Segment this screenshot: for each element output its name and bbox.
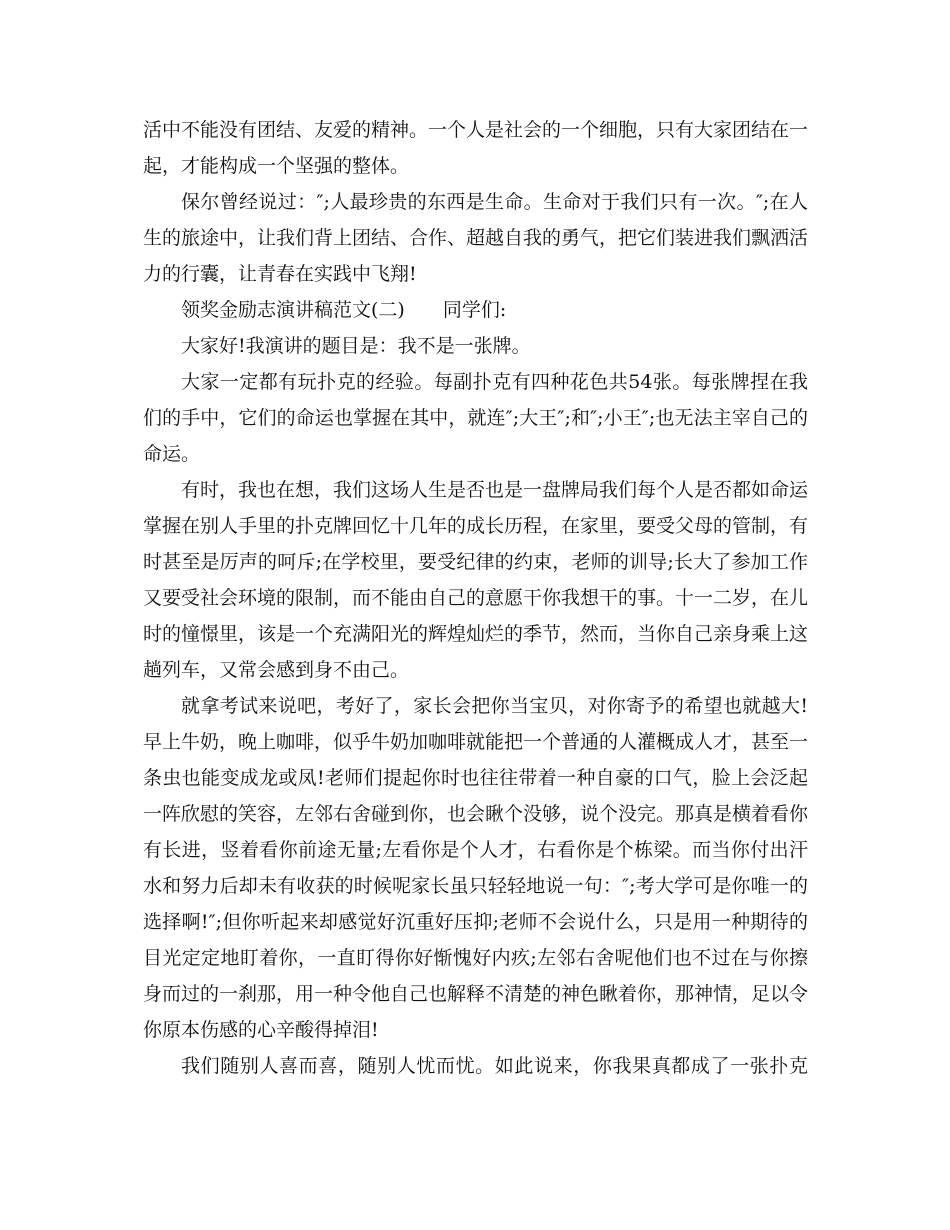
paragraph-2: 保尔曾经说过：″;人最珍贵的东西是生命。生命对于我们只有一次。″;在人生的旅途中，让我们背上团结、合作、超越自我的勇气，把它们装进我们飘洒活力的行囊，让青春在实践中飞翔! (143, 191, 809, 285)
paragraph-1: 活中不能没有团结、友爱的精神。一个人是社会的一个细胞，只有大家团结在一起，才能构成一个坚强的整体。 (143, 119, 809, 177)
paragraph-6: 有时，我也在想，我们这场人生是否也是一盘牌局我们每个人是否都如命运掌握在别人手里的扑克牌回忆十几年的成长历程，在家里，要受父母的管制，有时甚至是厉声的呵斥;在学校里，要受纪律的约束，老师的训导;长大了参加工作又要受社会环境的限制，而不能由自己的意愿干你我想干的事。十一二岁，在儿时的憧憬里，该是一个充满阳光的辉煌灿烂的季节，然而，当你自己亲身乘上这趟列车，又常会感到身不由己。 (143, 479, 809, 681)
paragraph-8: 我们随别人喜而喜，随别人忧而忧。如此说来，你我果真都成了一张扑克 (181, 1055, 808, 1077)
paragraph-3-section-heading: 领奖金励志演讲稿范文(二) 同学们: (181, 299, 507, 321)
paragraph-4: 大家好!我演讲的题目是：我不是一张牌。 (181, 335, 531, 357)
paragraph-7: 就拿考试来说吧，考好了，家长会把你当宝贝，对你寄予的希望也就越大!早上牛奶，晚上咖啡，似乎牛奶加咖啡就能把一个普通的人灌概成人才，甚至一条虫也能变成龙或凤!老师们提起你时也往往带着一种自豪的口气，脸上会泛起一阵欣慰的笑容，左邻右舍碰到你，也会瞅个没够，说个没完。那真是横着看你有长进，竖着看你前途无量;左看你是个人才，右看你是个栋梁。而当你付出汗水和努力后却未有收获的时候呢家长虽只轻轻地说一句：″;考大学可是你唯一的选择啊!″;但你听起来却感觉好沉重好压抑;老师不会说什么，只是用一种期待的目光定定地盯着你，一直盯得你好惭愧好内疚;左邻右舍呢他们也不过在与你擦身而过的一刹那，用一种令他自己也解释不清楚的神色瞅着你，那神情，足以令你原本伤感的心辛酸得掉泪! (143, 695, 809, 1041)
paragraph-5: 大家一定都有玩扑克的经验。每副扑克有四种花色共54张。每张牌捏在我们的手中，它们的命运也掌握在其中，就连″;大王″;和″;小王″;也无法主宰自己的命运。 (143, 371, 808, 465)
document-body (143, 112, 808, 1084)
